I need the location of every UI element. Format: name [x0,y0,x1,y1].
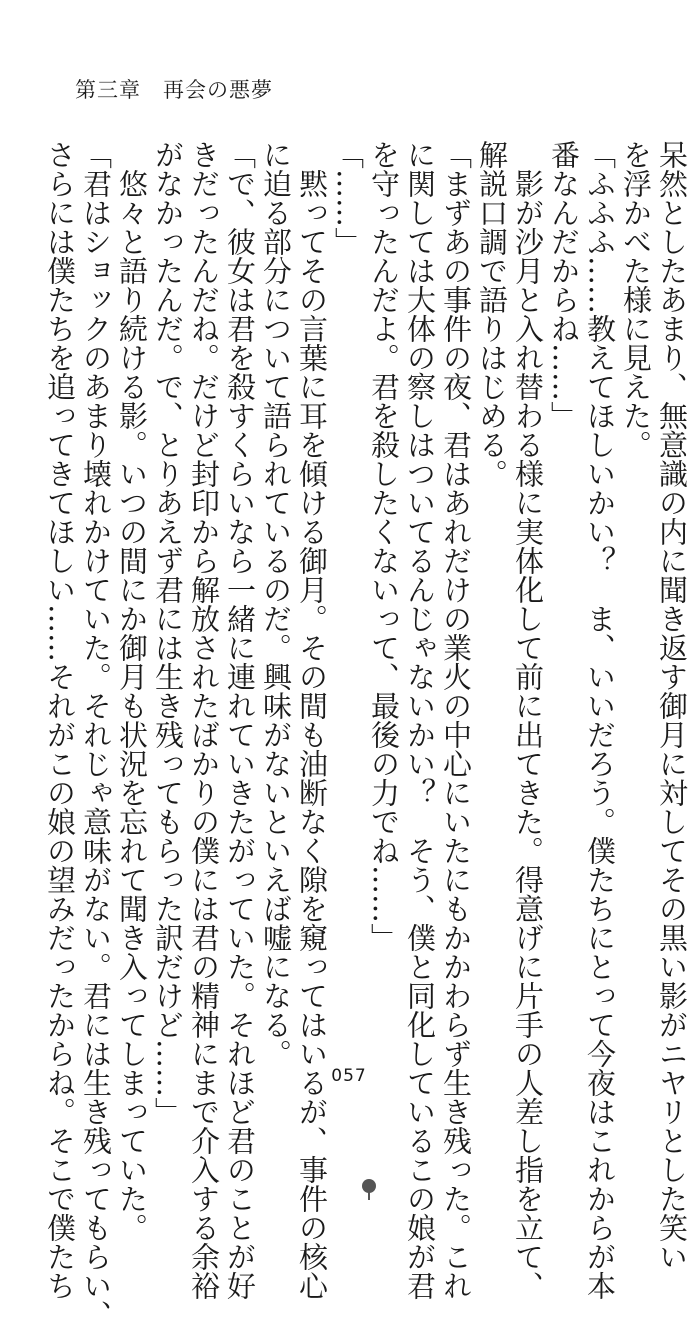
text-line: 番なんだからね……」 [547,140,581,430]
text-line: 「……」 [331,140,365,256]
text-line: きだったんだね。だけど封印から解放されたばかりの僕には君の精神にまで介入する余裕 [187,140,221,1300]
text-line: 影が沙月と入れ替わる様に実体化して前に出てきた。得意げに片手の人差し指を立て、 [511,140,545,1300]
page-marker-dot [362,1179,376,1193]
page-marker-stem [368,1192,370,1200]
text-line: 悠々と語り続ける影。いつの間にか御月も状況を忘れて聞き入ってしまっていた。 [115,140,149,1242]
text-line: に関しては大体の察しはついてるんじゃないかい？ そう、僕と同化しているこの娘が君 [403,140,437,1300]
text-line: 「ふふふ……教えてほしいかい？ ま、いいだろう。僕たちにとって今夜はこれからが本 [583,140,617,1300]
text-line: 呆然としたあまり、無意識の内に聞き返す御月に対してその黒い影がニヤリとした笑い [655,140,689,1271]
running-head: 第三章 再会の悪夢 [75,78,273,102]
text-line: 「まずあの事件の夜、君はあれだけの業火の中心にいたにもかかわらず生き残った。これ [439,140,473,1300]
text-line: を守ったんだよ。君を殺したくないって、最後の力でね……」 [367,140,401,952]
text-line: さらには僕たちを追ってきてほしい……それがこの娘の望みだったからね。そこで僕たち [43,140,77,1300]
text-line: 「で、彼女は君を殺すくらいなら一緒に連れていきたがっていた。それほど君のことが好 [223,140,257,1300]
text-line: 黙ってその言葉に耳を傾ける御月。その間も油断なく隙を窺ってはいるが、事件の核心 [295,140,329,1300]
text-line: に迫る部分について語られているのだ。興味がないといえば嘘になる。 [259,140,293,1068]
text-line: 「君はショックのあまり壊れかけていた。それじゃ意味がない。君には生き残ってもらい、 [79,140,113,1329]
text-line: 解説口調で語りはじめる。 [475,140,509,488]
page-number: 057 [331,1066,367,1086]
text-line: がなかったんだ。で、とりあえず君には生き残ってもらった訳だけど……」 [151,140,185,1126]
text-line: を浮かべた様に見えた。 [619,140,653,459]
